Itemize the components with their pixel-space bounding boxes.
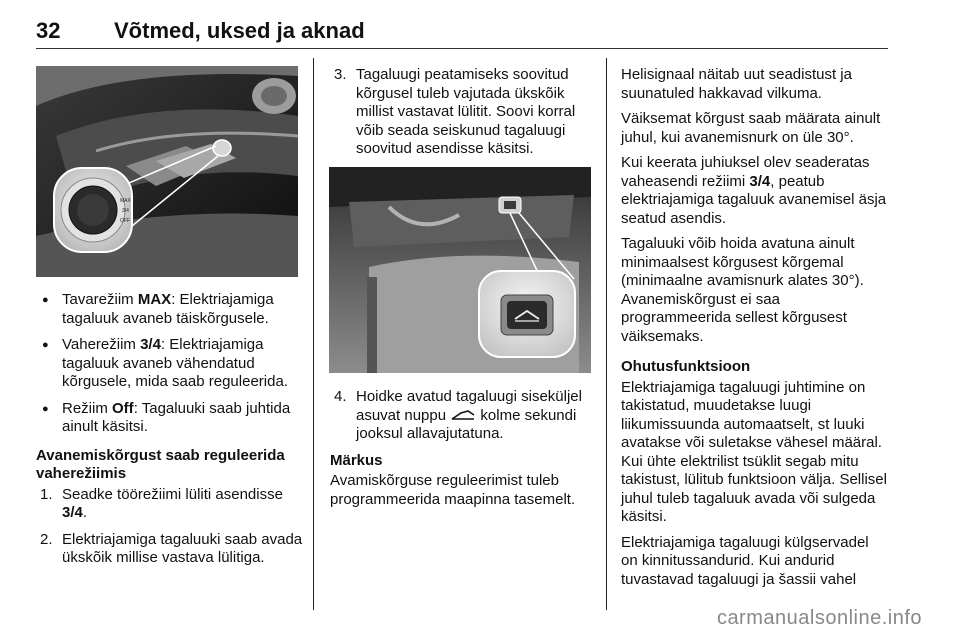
paragraph: Helisignaal näitab uut seadistust ja suunatuled hakkavad vilkuma. [621,66,852,102]
list-item: ● Vaherežiim 3/4: Elektriajamiga tagaluuk avaneb vähendatud kõrgusele, mida saab reguleerida. [36,336,304,392]
column-3 [621,66,889,596]
knob-label-max: MAX [120,198,131,204]
paragraph: Kui keerata juhiuksel olev seaderatas vaheasendi režiimi 3/4, peatub elektriajamiga tagaluuk avanemisel äsja seatud asendis. [621,154,887,227]
chapter-title: Võtmed, uksed ja aknad [114,18,365,43]
door-switch-figure [36,66,298,277]
paragraph: Elektriajamiga tagaluugi külgservadel on kinnitussandurid. Kui andurid tuvastavad tagaluugi ja šassii vahel [621,533,869,588]
steps-list-final [330,388,598,444]
knob-label-off: OFF [120,218,130,224]
paragraph: Elektriajamiga tagaluugi juhtimine on takistatud, muudetakse luugi liikumissuunda automaatselt, st luuki avatakse või suletakse vähesel määral. Kui ühte elektrilist tsüklit segab mitu takistust, lülitub funktsioon välja. Sellisel juhul tuleb tagaluuk avada või sulgeda käsitsi. [621,378,887,525]
knob-label-three-quarter: 3/4 [122,208,129,214]
column-divider-right [606,58,607,610]
steps-list-continued [330,66,598,159]
list-item: ● Režiim Off: Tagaluuki saab juhtida ainult käsitsi. [36,400,304,437]
list-item: 3. Tagaluugi peatamiseks soovitud kõrgusel tuleb vajutada ükskõik millist vastavat lülitit. Soovi korral võib seada seiskunud tagaluugi soovitud asendisse käsitsi. [334,66,576,157]
list-item: 1. Seadke töörežiimi lüliti asendisse 3/4. [40,485,283,521]
list-item: 2. Elektriajamiga tagaluuki saab avada ükskõik millise vastava lülitiga. [40,530,303,566]
section-subheading: Avanemiskõrgust saab reguleerida vaherežiimis [36,446,285,482]
page-number: 32 [36,18,61,43]
tailgate-button-figure [329,167,591,373]
paragraph: Väiksemat kõrgust saab määrata ainult juhul, kui avanemisnurk on üle 30°. [621,110,881,146]
paragraph: Tagaluuki võib hoida avatuna ainult minimaalsest kõrgusest kõrgemal (minimaalne avamisnurk alates 30°). Avanemiskõrgust ei saa programmeerida sellest kõrgusest väiksemaks. [621,235,864,345]
page-header [36,14,886,48]
tailgate-icon [450,407,476,424]
safety-heading: Ohutusfunktsioon [621,358,751,375]
note-text: Avamiskõrguse reguleerimist tuleb programmeerida maapinna tasemelt. [330,472,576,508]
column-2-lower [330,388,598,516]
mode-list [36,291,304,437]
list-item: ● Tavarežiim MAX: Elektriajamiga tagaluuk avaneb täiskõrgusele. [36,291,304,328]
header-rule [36,48,888,49]
tailgate-button-illustration [329,167,591,373]
column-1 [36,291,304,576]
list-item: 4. Hoidke avatud tagaluugi siseküljel asuvat nuppu kolme sekundi jooksul allavajutatuna. [334,388,582,442]
door-switch-illustration [36,66,298,277]
steps-list [36,486,304,568]
column-2 [330,66,598,167]
watermark: carmanualsonline.info [716,607,922,629]
note-heading: Märkus [330,451,383,469]
column-divider-left [313,58,314,610]
